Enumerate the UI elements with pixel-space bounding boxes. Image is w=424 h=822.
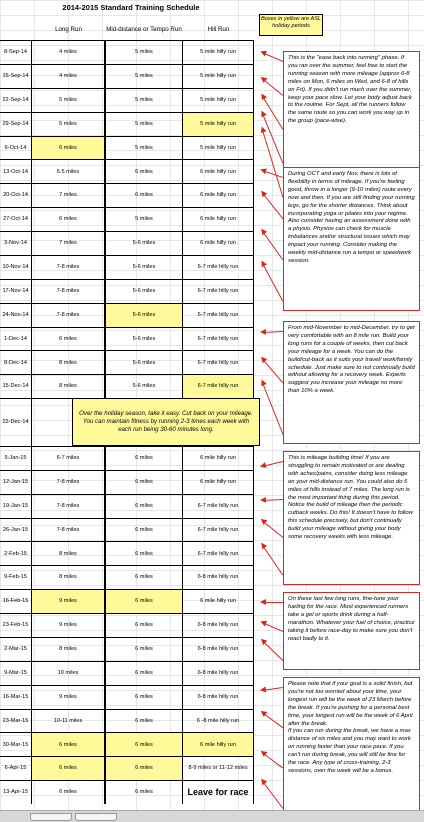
mid-run-cell: 6 miles (105, 589, 183, 613)
hill-run-cell: 6-7 mile hilly run (183, 541, 254, 565)
note-arrow (262, 262, 284, 301)
mid-run-cell: 6 miles (105, 756, 183, 780)
date-cell: 17-Nov-14 (0, 279, 32, 303)
note-arrow (262, 461, 283, 467)
hill-run-cell: 6-7 mile hilly run (183, 255, 254, 279)
long-run-cell: 5 miles (32, 88, 105, 112)
mid-run-cell: 5 miles (105, 64, 183, 88)
long-run-cell: 9 miles (32, 589, 105, 613)
date-cell: 29-Sep-14 (0, 112, 32, 136)
long-run-cell: 5 miles (32, 112, 105, 136)
date-cell: 6-Apr-15 (0, 756, 32, 780)
date-cell: 23-Feb-15 (0, 613, 32, 637)
mid-run-cell: 6 miles (105, 541, 183, 565)
date-cell: 16-Mar-15 (0, 685, 32, 709)
date-cell: 2-Feb-15 (0, 541, 32, 565)
table-row (0, 136, 260, 160)
mid-run-cell: 5-6 miles (105, 279, 183, 303)
date-cell: 9-Feb-15 (0, 565, 32, 589)
long-run-cell: 10 miles (32, 661, 105, 685)
mid-run-cell: 5 miles (105, 88, 183, 112)
date-cell: 22-Dec-14 (0, 398, 32, 446)
table-row (0, 661, 260, 685)
table-row (0, 231, 260, 255)
long-run-cell: 8 miles (32, 541, 105, 565)
table-row (0, 565, 260, 589)
table-row (0, 374, 260, 398)
date-cell: 9-Mar-15 (0, 661, 32, 685)
mid-run-cell: 6 miles (105, 183, 183, 207)
mid-run-cell: 6 miles (105, 732, 183, 756)
mid-run-cell: 5-6 miles (105, 327, 183, 351)
hill-run-cell: 6-7 mile hilly run (183, 518, 254, 542)
long-run-cell: 6 miles (32, 780, 105, 804)
note-arrow (262, 780, 284, 809)
hill-run-cell: 6-7 mile hilly run (183, 327, 254, 351)
long-run-cell: 9 miles (32, 685, 105, 709)
date-cell: 3-Nov-14 (0, 231, 32, 255)
holiday-note: Over the holiday season, take it easy. Cut back on your mileage. You can maintain fitness by running 2-3 times each week with each run being 30-60 minutes long. (72, 398, 260, 446)
note-arrow (262, 331, 283, 333)
note-arrow (262, 544, 284, 576)
date-cell: 13-Oct-14 (0, 159, 32, 183)
note-arrow (262, 752, 284, 768)
note-arrow (262, 520, 284, 538)
mid-run-cell: 6 miles (105, 709, 183, 733)
hill-run-cell: 6-7 mile hilly run (183, 303, 254, 327)
mid-run-cell: 6 miles (105, 613, 183, 637)
date-cell: 23-Mar-15 (0, 709, 32, 733)
hill-run-cell: 6-8 mile hilly run (183, 661, 254, 685)
coach-note: Please note that if your goal is a solid finish, but you're not too worried about your time, your longest run will be the week of 23 March before the break. If you're pushing for a personal best time, your longest run will be the week of 6 April after the break. If you can run during the break, we have a max distance of six miles and you may want to work on running faster than your race pace. If you can't run during break, you will still be fine for the race. Any type of cross-training, 2-3 sessions, over the week will be a bonus. (283, 677, 420, 818)
table-row (0, 470, 260, 494)
hill-run-cell: 6 mile hilly run (183, 159, 254, 183)
column-headers (32, 18, 254, 40)
long-run-cell: 8 miles (32, 637, 105, 661)
long-run-cell: 8 miles (32, 565, 105, 589)
note-arrow (262, 52, 283, 62)
table-row (0, 112, 260, 136)
hill-run-cell: 6-8 mile hilly run (183, 637, 254, 661)
long-run-cell: 8 miles (32, 374, 105, 398)
table-row (0, 303, 260, 327)
long-run-cell: 7 miles (32, 183, 105, 207)
note-arrow (262, 602, 283, 603)
mid-run-cell: 6 miles (105, 661, 183, 685)
note-arrow (262, 499, 283, 501)
table-row (0, 207, 260, 231)
hill-run-cell: 5 mile hilly run (183, 136, 254, 160)
long-run-cell: 9 miles (32, 613, 105, 637)
long-run-cell: 6 miles (32, 207, 105, 231)
date-cell: 10-Nov-14 (0, 255, 32, 279)
date-cell: 30-Mar-15 (0, 732, 32, 756)
mid-run-cell: 5 miles (105, 40, 183, 64)
hill-run-cell: 6 mile hilly run (183, 231, 254, 255)
table-row (0, 613, 260, 637)
sheet-tab[interactable] (75, 813, 117, 821)
table-row (0, 183, 260, 207)
long-run-cell: 7 miles (32, 231, 105, 255)
mid-run-cell: 5-6 miles (105, 303, 183, 327)
table-row (0, 518, 260, 542)
long-run-cell: 7-8 miles (32, 255, 105, 279)
long-run-cell: 7-8 miles (32, 303, 105, 327)
long-run-cell: 6-7 miles (32, 446, 105, 470)
mid-run-cell: 6 miles (105, 446, 183, 470)
note-arrow (262, 192, 284, 219)
date-cell: 12-Jan-15 (0, 470, 32, 494)
header-long-run: Long Run (55, 25, 82, 33)
table-row (0, 541, 260, 565)
long-run-cell: 6 miles (32, 136, 105, 160)
long-run-cell: 4 miles (32, 40, 105, 64)
date-cell: 19-Jan-15 (0, 494, 32, 518)
date-cell: 20-Oct-14 (0, 183, 32, 207)
table-row (0, 589, 260, 613)
table-row (0, 350, 260, 374)
hill-run-cell: 6 mile hilly run (183, 207, 254, 231)
table-row (0, 159, 260, 183)
mid-run-cell: 6 miles (105, 685, 183, 709)
date-cell: 8-Sep-14 (0, 40, 32, 64)
note-arrow (262, 381, 284, 434)
note-arrow (262, 170, 283, 178)
hill-run-cell: 6-7 mile hilly run (183, 494, 254, 518)
coach-note: On these last few long runs, fine-tune your fueling for the race. Most experienced runners take a gel or sports drink during a half-marathon. Whatever your fuel of choice, practice taking it before race-day to make sure you don't react badly to it. (283, 592, 420, 670)
hill-run-cell: 5 mile hilly run (183, 88, 254, 112)
mid-run-cell: 5 miles (105, 112, 183, 136)
table-row (0, 327, 260, 351)
hill-run-cell: 6 -8 mile hilly run (183, 709, 254, 733)
long-run-cell: 6 miles (32, 756, 105, 780)
holiday-legend: Boxes in yellow are ASL holiday periods (259, 14, 323, 36)
long-run-cell: 7-8 miles (32, 518, 105, 542)
mid-run-cell: 6 miles (105, 637, 183, 661)
mid-run-cell: 6 miles (105, 159, 183, 183)
date-cell: 6-Oct-14 (0, 136, 32, 160)
hill-run-cell: 6 mile hilly run (183, 446, 254, 470)
date-cell: 26-Jan-15 (0, 518, 32, 542)
table-row (0, 637, 260, 661)
mid-run-cell: 5-6 miles (105, 350, 183, 374)
hill-run-cell: 8-9 miles or 11-12 miles (183, 756, 254, 780)
table-row (0, 685, 260, 709)
header-mid-run: Mid-distance or Tempo Run (106, 25, 182, 33)
table-row (0, 279, 260, 303)
table-row (0, 88, 260, 112)
hill-run-cell: 6-7 mile hilly run (183, 350, 254, 374)
table-row (0, 40, 260, 64)
note-arrow (262, 712, 284, 728)
note-arrow (262, 687, 283, 691)
hill-run-cell: 6-7 mile hilly run (183, 374, 254, 398)
mid-run-cell: 5 miles (105, 207, 183, 231)
table-row (0, 255, 260, 279)
date-cell: 22-Sep-14 (0, 88, 32, 112)
mid-run-cell: 5-6 miles (105, 231, 183, 255)
mid-run-cell: 6 miles (105, 470, 183, 494)
coach-note: This is the "ease back into running" phase. If you ran over the summer, feel free to start the running season with more mileage (approx 6-8 miles on Mon, 6 miles on Wed, and 6-8 of hills on Fri). If you didn't run much over the summer, keep your pace slow. Let your body adjust back to the routine. For Sept, all the runners follow the same route so you can work you way up in the group (pace-wise). (283, 51, 420, 207)
date-cell: 5-Jan-15 (0, 446, 32, 470)
sheet-tabs (0, 810, 424, 822)
table-row (0, 398, 260, 446)
note-arrow (262, 230, 284, 260)
mid-run-cell: 5-6 miles (105, 255, 183, 279)
long-run-cell: 8 miles (32, 350, 105, 374)
coach-note: This is mileage building time! If you are struggling to remain motivated or are dealing with aches/pains, consider doing less mileage on your mid-distance run. You could also do 6 miles of hills instead of 7 miles. The long run is the most important thing during this period. Notice the build of mileage then the periodic cutback weeks. Do this! It doesn't have to follow this schedule precisely, but don't continually build your mileage without giving your body some recovery weeks with less mileage. (283, 451, 420, 585)
date-cell: 27-Oct-14 (0, 207, 32, 231)
page-title: 2014-2015 Standard Training Schedule (62, 3, 200, 12)
hill-run-cell: 6-7 mile hilly run (183, 279, 254, 303)
date-cell: 15-Dec-14 (0, 374, 32, 398)
mid-run-cell: 5-6 miles (105, 374, 183, 398)
note-arrow (262, 622, 283, 632)
note-arrow (262, 640, 284, 661)
hill-run-cell: 6-8 mile hilly run (183, 685, 254, 709)
hill-run-cell: 6 mile hilly run (183, 589, 254, 613)
date-cell: 8-Dec-14 (0, 350, 32, 374)
hill-run-cell: 6 mile hilly run (183, 732, 254, 756)
mid-run-cell: 6 miles (105, 565, 183, 589)
table-row (0, 780, 260, 804)
hill-run-cell: 6-8 mile hilly run (183, 565, 254, 589)
mid-run-cell: 6 miles (105, 494, 183, 518)
coach-note: During OCT and early Nov, there is lots of flexibility in terms of mileage. If you're feeling good, throw in a longer (9-10 miles) route every now and then. If you are still finding your running legs, go for the shorter distances. Think about incorporating yoga or pilates into your regime. Also consider having an assessment done with a physio. Physios can check for muscle imbalances and/or structural issues which may impact your running. Consider making the weekly mid-distance run a tempo or speedwork session. (283, 167, 420, 311)
date-cell: 15-Sep-14 (0, 64, 32, 88)
date-cell: 2-Mar-15 (0, 637, 32, 661)
hill-run-cell: 6 mile hilly run (183, 183, 254, 207)
table-row (0, 709, 260, 733)
hill-run-cell: 6 mile hilly run (183, 470, 254, 494)
long-run-cell: 7-8 miles (32, 470, 105, 494)
hill-run-cell: 6-8 mile hilly run (183, 613, 254, 637)
long-run-cell: 7-8 miles (32, 494, 105, 518)
hill-run-cell: 5 mile hilly run (183, 64, 254, 88)
date-cell: 16-Feb-15 (0, 589, 32, 613)
long-run-cell: 6 miles (32, 327, 105, 351)
date-cell: 24-Nov-14 (0, 303, 32, 327)
hill-run-cell: 5 mile hilly run (183, 112, 254, 136)
long-run-cell: 6.5 miles (32, 159, 105, 183)
hill-run-cell: 5 mile hilly run (183, 40, 254, 64)
mid-run-cell: 5 miles (105, 136, 183, 160)
table-row (0, 732, 260, 756)
table-row (0, 756, 260, 780)
table-row (0, 446, 260, 470)
mid-run-cell: 6 miles (105, 780, 183, 804)
coach-note: From mid-November to mid-December, try to get very comfortable with an 8 mile run. Build your long runs for a couple of weeks, then cut back your mileage for a week. You can do the build/cut-back as it suits your travel/ work/family schedule. Just make sure to not continually build without allowing for a recovery week. Experts suggest you increase your mileage no more than 10% a week. (283, 321, 420, 444)
table-row (0, 64, 260, 88)
long-run-cell: 6 miles (32, 732, 105, 756)
leave-for-race-cell: Leave for race (183, 780, 254, 804)
long-run-cell: 7-8 miles (32, 279, 105, 303)
sheet-tab[interactable] (30, 813, 72, 821)
table-row (0, 494, 260, 518)
date-cell: 13-Apr-15 (0, 780, 32, 804)
schedule-table (0, 40, 260, 804)
long-run-cell: 10-11 miles (32, 709, 105, 733)
mid-run-cell: 6 miles (105, 518, 183, 542)
header-hill-run: Hill Run (207, 25, 230, 33)
date-cell: 1-Dec-14 (0, 327, 32, 351)
long-run-cell: 4 miles (32, 64, 105, 88)
